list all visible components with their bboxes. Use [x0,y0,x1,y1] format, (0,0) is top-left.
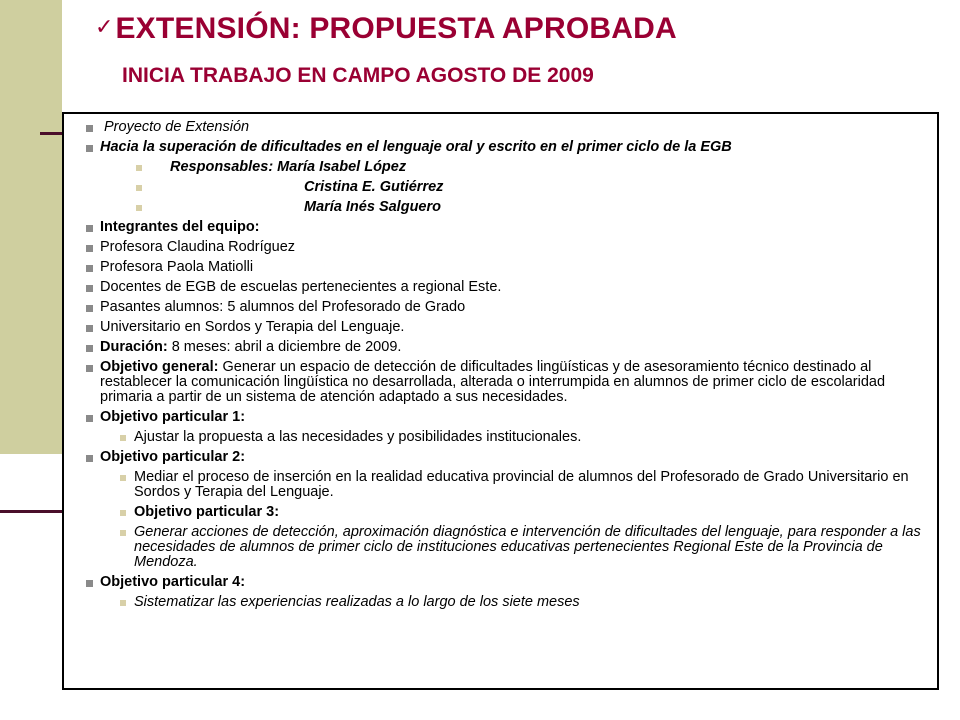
left-decorative-band [0,0,62,454]
list-item-objetivo-particular-4 [84,575,929,590]
item-text: Universitario en Sordos y Terapia del Lenguaje. [100,319,405,335]
list-item-objetivo-2-text [84,470,929,500]
item-text: Objetivo particular 2: [100,449,246,465]
item-text: Mediar el proceso de inserción en la realidad educativa provincial de alumnos del Profesorado de Grado Universitario en Sordos y Terapia del Lenguaje. [134,469,909,500]
list-item-paola [84,260,929,275]
bullet-icon [86,580,93,587]
list-item-claudina [84,240,929,255]
item-text: 8 meses: abril a diciembre de 2009. [167,339,402,355]
accent-line-bottom [0,510,62,513]
item-text: Responsables: María Isabel López [170,159,407,175]
checkmark-icon: ✓ [95,14,114,40]
bullet-icon [136,165,142,171]
list-item-docentes [84,280,929,295]
item-text: Generar un espacio de detección de dificultades lingüísticas y de asesoramiento técnico destinado al restablecer la comunicación lingüística no desarrollada, alterada o interrumpida en alumnos de primer ciclo de escolaridad primaria a partir de un sistema de atención adaptado a sus necesidades. [100,359,886,405]
bullet-icon [86,285,93,292]
list-item-duracion [84,340,929,355]
list-item-objetivo-1-text [84,430,929,445]
item-text: Hacia la superación de dificultades en el lenguaje oral y escrito en el primer ciclo de la EGB [100,139,732,155]
item-text: Pasantes alumnos: 5 alumnos del Profesorado de Grado [100,299,466,315]
list-item-objetivo-3-text [84,525,929,570]
item-text: Sistematizar las experiencias realizadas a lo largo de los siete meses [134,594,580,610]
item-text: Ajustar la propuesta a las necesidades y posibilidades institucionales. [134,429,582,445]
item-text: María Inés Salguero [304,199,441,215]
bullet-icon [86,345,93,352]
list-item-hacia [84,140,929,155]
page-title: EXTENSIÓN: PROPUESTA APROBADA [115,12,677,45]
item-text: Cristina E. Gutiérrez [304,179,444,195]
item-text: Docentes de EGB de escuelas pertenecientes a regional Este. [100,279,502,295]
bullet-icon [86,455,93,462]
item-label: Objetivo general: [100,359,219,375]
item-text: Generar acciones de detección, aproximación diagnóstica e intervención de dificultades del lenguaje, para responder a las necesidades de alumnos de primer ciclo de instituciones educativas pertenecientes Regional Este de la Provincia de Mendoza. [134,524,921,570]
list-item-pasantes [84,300,929,315]
bullet-icon [86,125,93,132]
item-text: Profesora Claudina Rodríguez [100,239,296,255]
item-label: Duración: [100,339,168,355]
item-text: Objetivo particular 4: [100,574,246,590]
bullet-icon [136,205,142,211]
list-item-proyecto [84,120,929,135]
list-item-objetivo-particular-2 [84,450,929,465]
list-item-objetivo-4-text [84,595,929,610]
list-item-integrantes [84,220,929,235]
title-block [95,12,677,87]
title-row [95,12,677,46]
bullet-icon [120,600,126,606]
bullet-icon [120,475,126,481]
item-text: Profesora Paola Matiolli [100,259,254,275]
bullet-icon [86,325,93,332]
list-item-objetivo-particular-3 [84,505,929,520]
accent-line-top [40,132,62,135]
content-box [62,112,939,690]
bullet-icon [86,365,93,372]
list-item-objetivo-particular-1 [84,410,929,425]
item-text: Proyecto de Extensión [104,119,250,135]
page-subtitle: INICIA TRABAJO EN CAMPO AGOSTO DE 2009 [122,64,594,87]
list-item-responsables [84,160,929,175]
bullet-icon [86,225,93,232]
bullet-icon [86,305,93,312]
bullet-icon [120,510,126,516]
bullet-icon [86,245,93,252]
bullet-icon [86,415,93,422]
item-text: Objetivo particular 3: [134,504,280,520]
bullet-icon [120,435,126,441]
bullet-icon [120,530,126,536]
item-list [84,120,929,610]
list-item-objetivo-general [84,360,929,405]
list-item-maria-ines [84,200,929,215]
bullet-icon [136,185,142,191]
item-text: Integrantes del equipo: [100,219,260,235]
bullet-icon [86,145,93,152]
item-text: Objetivo particular 1: [100,409,246,425]
bullet-icon [86,265,93,272]
list-item-universitario [84,320,929,335]
list-item-cristina [84,180,929,195]
